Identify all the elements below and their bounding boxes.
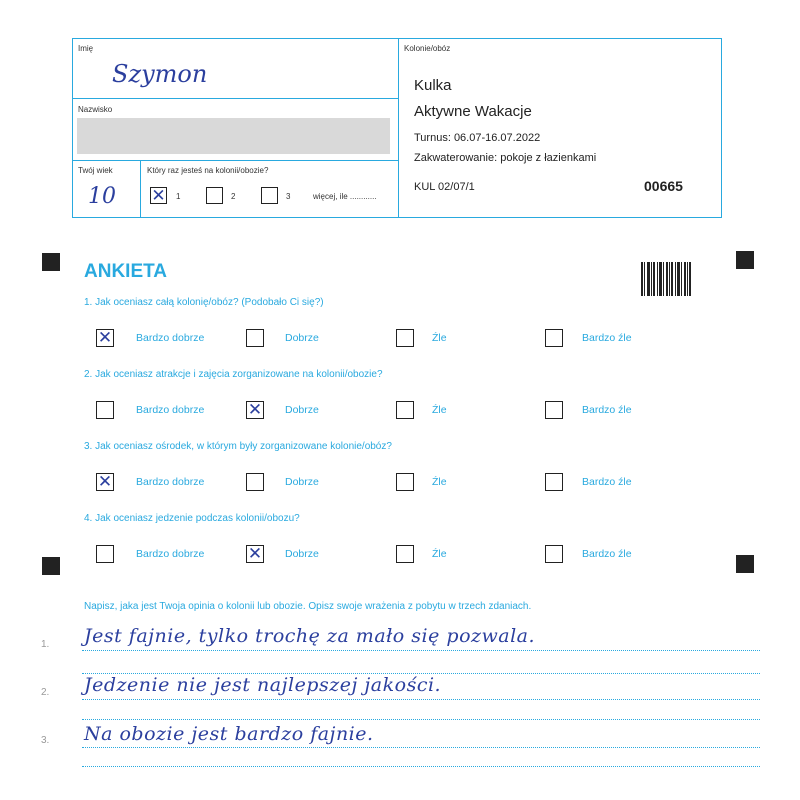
camp-number: 00665 (644, 178, 683, 194)
survey-title: ANKIETA (84, 261, 168, 282)
question-text: 4. Jak oceniasz jedzenie podczas kolonii/obozu? (84, 513, 300, 524)
answer-checkbox[interactable] (396, 473, 414, 491)
answer-label: Bardzo źle (582, 332, 632, 344)
check-mark-icon: ✕ (247, 544, 263, 564)
answer-checkbox[interactable] (96, 545, 114, 563)
answer-label: Bardzo dobrze (136, 476, 205, 488)
opinion-line-number: 2. (41, 687, 50, 698)
wiek-label: Twój wiek (78, 166, 113, 175)
answer-checkbox[interactable] (246, 473, 264, 491)
opinion-line (82, 766, 760, 767)
check-mark-icon: ✕ (151, 186, 166, 206)
answer-label: Dobrze (285, 404, 319, 416)
answer-label: Dobrze (285, 548, 319, 560)
registration-mark (42, 557, 60, 575)
registration-mark (42, 253, 60, 271)
opinion-line-text[interactable]: Jest fajnie, tylko trochę za mało się pozwala. (84, 625, 536, 647)
opinion-line (82, 650, 760, 651)
opinion-line (82, 747, 760, 748)
opinion-line (82, 699, 760, 700)
question-text: 2. Jak oceniasz atrakcje i zajęcia zorganizowane na kolonii/obozie? (84, 369, 383, 380)
ktory-raz-checkbox-2[interactable] (206, 187, 223, 204)
answer-label: Bardzo dobrze (136, 332, 205, 344)
check-mark-icon: ✕ (97, 328, 113, 348)
opinion-line-text[interactable]: Jedzenie nie jest najlepszej jakości. (84, 674, 442, 696)
answer-checkbox[interactable] (545, 329, 563, 347)
camp-program: Aktywne Wakacje (414, 103, 532, 120)
check-mark-icon: ✕ (247, 400, 263, 420)
opinion-line-number: 1. (41, 639, 50, 650)
imie-value[interactable]: Szymon (112, 60, 208, 88)
opinion-prompt: Napisz, jaka jest Twoja opinia o kolonii lub obozie. Opisz swoje wrażenia z pobytu w trzech zdaniach. (84, 601, 532, 612)
barcode-icon (641, 262, 703, 296)
opinion-line-text[interactable]: Na obozie jest bardzo fajnie. (84, 723, 374, 745)
row-divider (72, 160, 398, 161)
check-mark-icon: ✕ (97, 472, 113, 492)
answer-checkbox[interactable] (545, 545, 563, 563)
row-divider (72, 98, 398, 99)
question-text: 1. Jak oceniasz całą kolonię/obóz? (Podobało Ci się?) (84, 297, 324, 308)
ktory-raz-label: Który raz jesteś na kolonii/obozie? (147, 166, 269, 175)
answer-label: Dobrze (285, 332, 319, 344)
answer-label: Dobrze (285, 476, 319, 488)
answer-label: Bardzo źle (582, 404, 632, 416)
camp-code: KUL 02/07/1 (414, 181, 475, 193)
ktory-raz-option: 3 (286, 192, 291, 201)
camp-turnus: Turnus: 06.07-16.07.2022 (414, 132, 541, 144)
header-divider (398, 38, 399, 218)
imie-label: Imię (78, 44, 94, 53)
answer-label: Źle (432, 404, 447, 416)
opinion-line-number: 3. (41, 735, 50, 746)
ktory-raz-checkbox-3[interactable] (261, 187, 278, 204)
nazwisko-redaction (77, 118, 390, 154)
camp-name: Kulka (414, 77, 452, 94)
answer-checkbox[interactable] (396, 545, 414, 563)
answer-checkbox[interactable] (246, 329, 264, 347)
registration-mark (736, 251, 754, 269)
camp-zakwaterowanie: Zakwaterowanie: pokoje z łazienkami (414, 152, 597, 164)
ktory-raz-option: 1 (176, 192, 181, 201)
answer-label: Źle (432, 476, 447, 488)
cell-divider (140, 160, 141, 218)
answer-checkbox[interactable] (545, 401, 563, 419)
registration-mark (736, 555, 754, 573)
camp-label: Kolonie/obóz (404, 44, 451, 53)
answer-label: Źle (432, 548, 447, 560)
nazwisko-label: Nazwisko (78, 105, 113, 114)
answer-label: Bardzo źle (582, 476, 632, 488)
answer-label: Bardzo dobrze (136, 548, 205, 560)
ktory-raz-option-more: więcej, ile ............ (313, 192, 377, 201)
answer-checkbox[interactable] (96, 401, 114, 419)
opinion-line (82, 719, 760, 720)
answer-label: Bardzo dobrze (136, 404, 205, 416)
answer-checkbox[interactable] (396, 329, 414, 347)
wiek-value[interactable]: 10 (88, 184, 116, 209)
answer-label: Źle (432, 332, 447, 344)
question-text: 3. Jak oceniasz ośrodek, w którym były zorganizowane kolonie/obóz? (84, 441, 392, 452)
answer-checkbox[interactable] (396, 401, 414, 419)
ktory-raz-option: 2 (231, 192, 236, 201)
answer-label: Bardzo źle (582, 548, 632, 560)
answer-checkbox[interactable] (545, 473, 563, 491)
